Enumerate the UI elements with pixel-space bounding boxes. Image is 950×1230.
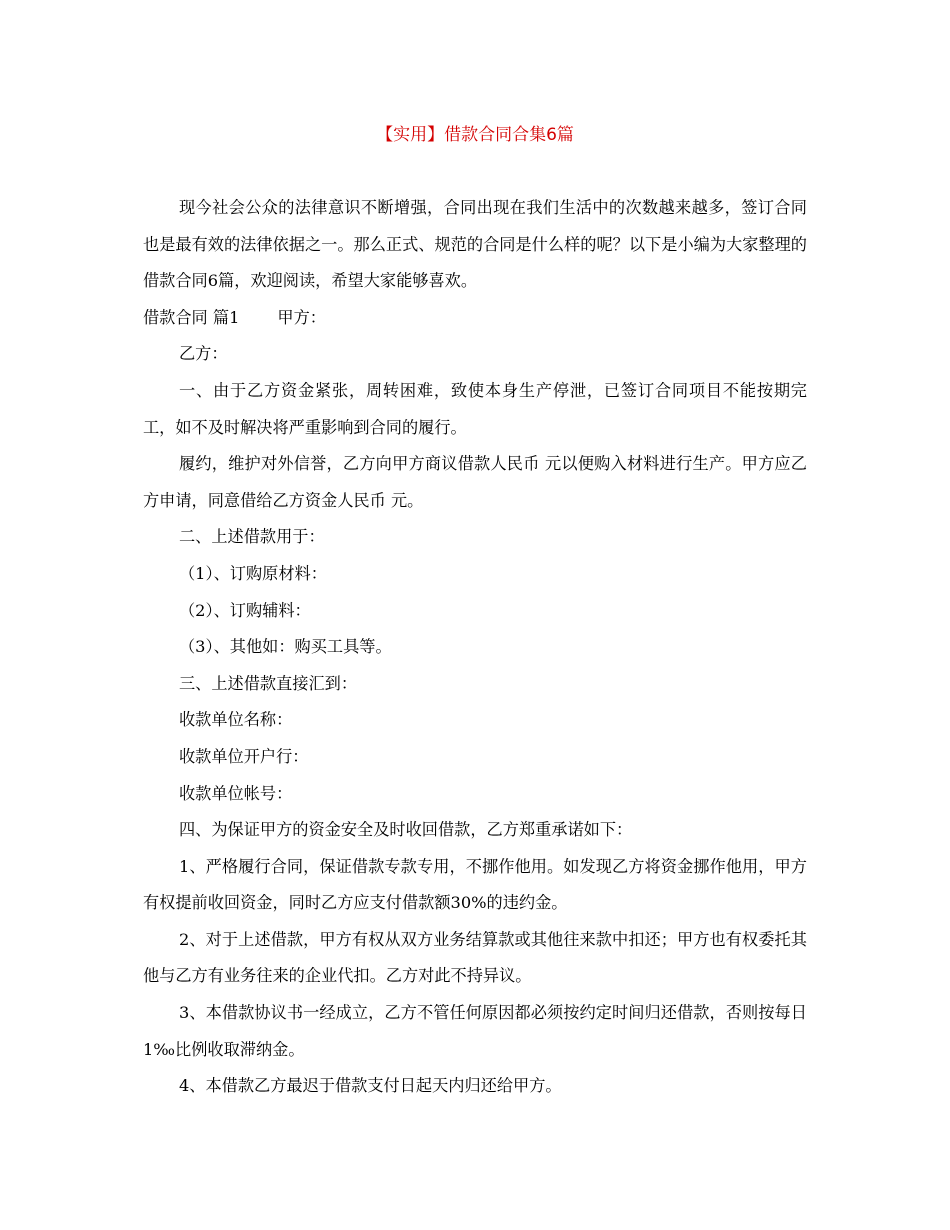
clause-paragraph: 收款单位开户行： bbox=[179, 746, 309, 766]
clause-paragraph: 一、由于乙方资金紧张，周转困难，致使本身生产停泄，已签订合同项目不能按期完工，如不及时解决将严重影响到合同的履行。 bbox=[143, 380, 807, 437]
clause-paragraph: 三、上述借款直接汇到： bbox=[179, 673, 358, 693]
section-heading-line bbox=[143, 300, 807, 337]
clause-paragraph: 收款单位帐号： bbox=[179, 783, 293, 803]
clause-paragraph: 4、本借款乙方最迟于借款支付日起天内归还给甲方。 bbox=[179, 1076, 562, 1096]
clause-paragraph: 四、为保证甲方的资金安全及时收回借款，乙方郑重承诺如下： bbox=[179, 820, 633, 840]
document-body bbox=[143, 190, 807, 1105]
clause-paragraph: 收款单位名称： bbox=[179, 710, 293, 730]
party-b-label: 乙方： bbox=[179, 344, 228, 364]
clause-paragraph: 履约，维护对外信誉，乙方向甲方商议借款人民币 元以便购入材料进行生产。甲方应乙方申请，同意借给乙方资金人民币 元。 bbox=[143, 454, 807, 510]
clause-paragraph: 1、严格履行合同，保证借款专款专用，不挪作他用。如发现乙方将资金挪作他用，甲方有权提前收回资金，同时乙方应支付借款额30%的违约金。 bbox=[143, 856, 807, 913]
intro-paragraph: 现今社会公众的法律意识不断增强，合同出现在我们生活中的次数越来越多，签订合同也是最有效的法律依据之一。那么正式、规范的合同是什么样的呢？以下是小编为大家整理的借款合同6篇，欢迎阅读，希望大家能够喜欢。 bbox=[143, 198, 807, 291]
clause-paragraph: （1）、订购原材料： bbox=[179, 563, 327, 583]
clause-paragraph: 3、本借款协议书一经成立，乙方不管任何原因都必须按约定时间归还借款，否则按每日1‰比例收取滞纳金。 bbox=[143, 1003, 807, 1059]
party-a-label: 甲方： bbox=[277, 307, 326, 327]
clause-paragraph: （2）、订购辅料： bbox=[179, 600, 311, 620]
clause-paragraph: （3）、其他如：购买工具等。 bbox=[179, 637, 392, 657]
clause-paragraph: 2、对于上述借款，甲方有权从双方业务结算款或其他往来款中扣还；甲方也有权委托其他与乙方有业务往来的企业代扣。乙方对此不持异议。 bbox=[143, 929, 807, 986]
document-title: 【实用】借款合同合集6篇 bbox=[376, 125, 574, 145]
clause-paragraph: 二、上述借款用于： bbox=[179, 527, 325, 547]
section-heading: 借款合同 篇1 bbox=[143, 307, 240, 327]
